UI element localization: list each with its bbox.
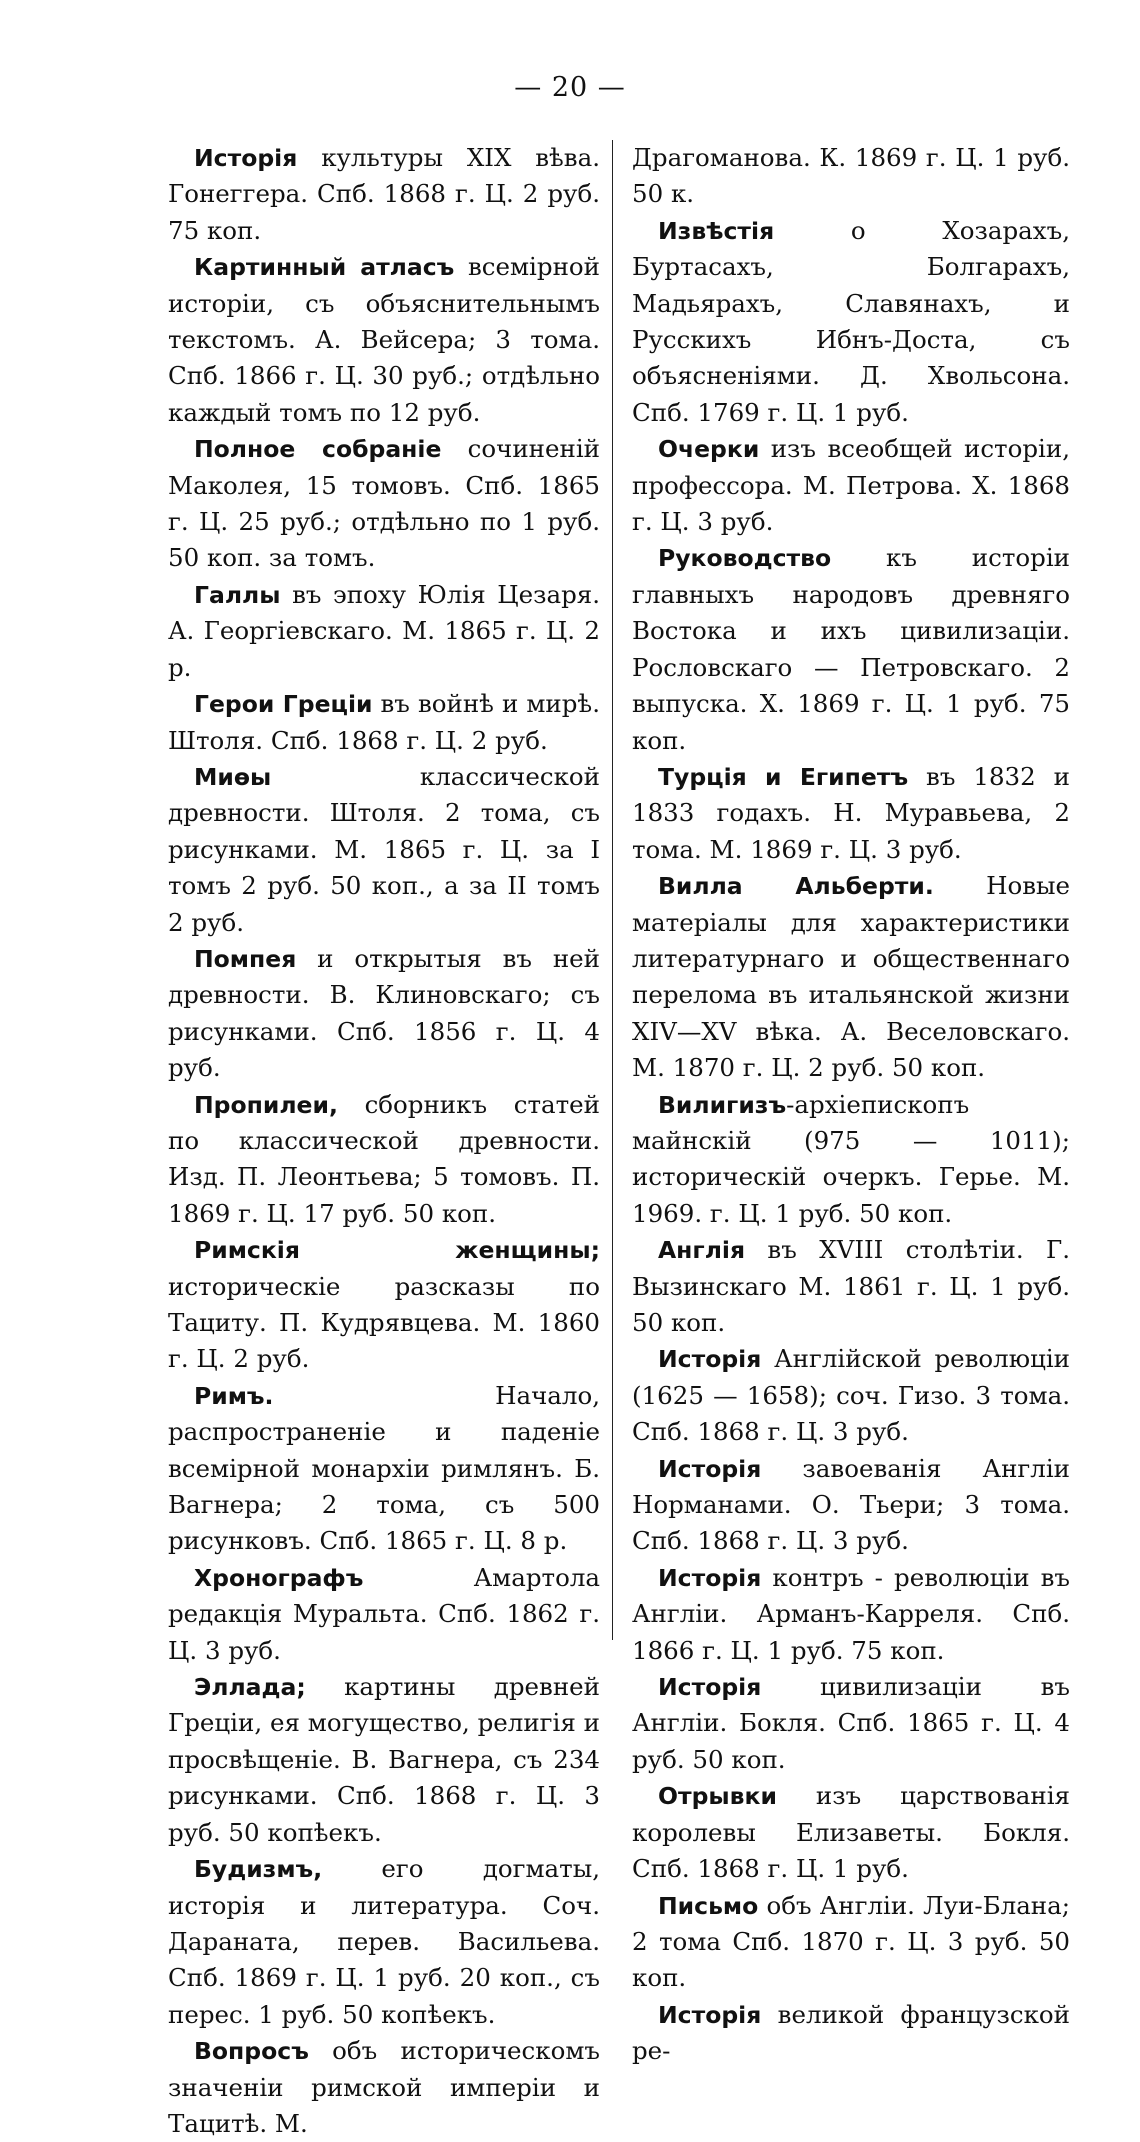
catalog-entry bbox=[632, 140, 1070, 213]
left-column bbox=[168, 140, 600, 2142]
catalog-entry bbox=[168, 140, 600, 249]
entry-text: великой французской ре- bbox=[632, 1999, 1070, 2066]
entry-title: Галлы bbox=[194, 580, 281, 609]
entry-text: объ Англіи. Луи-Блана; 2 тома Спб. 1870 г. Ц. 3 руб. 50 коп. bbox=[632, 1890, 1070, 1993]
catalog-entry bbox=[168, 1851, 600, 2033]
entry-title: Вилла Альберти. bbox=[658, 872, 934, 901]
catalog-entry bbox=[632, 1888, 1070, 1997]
entry-text: завоеванія Англіи Норманами. О. Тьери; 3 тома. Спб. 1868 г. Ц. 3 руб. bbox=[632, 1453, 1070, 1556]
catalog-entry bbox=[168, 577, 600, 686]
page-number: — 20 — bbox=[514, 72, 626, 103]
catalog-entry bbox=[168, 1560, 600, 1669]
entry-text: Амартола редакція Муральта. Спб. 1862 г. Ц. 3 руб. bbox=[168, 1562, 600, 1665]
entry-text: контръ - революціи въ Англіи. Арманъ-Карреля. Спб. 1866 г. Ц. 1 руб. 75 коп. bbox=[632, 1562, 1070, 1665]
entry-text: объ историческомъ значеніи римской имперіи и Тацитѣ. М. bbox=[168, 2036, 600, 2138]
catalog-entry bbox=[632, 1451, 1070, 1560]
column-divider bbox=[612, 140, 613, 1640]
entry-text: историческіе разсказы по Тациту. П. Кудрявцева. М. 1860 г. Ц. 2 руб. bbox=[168, 1271, 600, 1374]
catalog-entry bbox=[168, 1378, 600, 1560]
entry-title: Вопросъ bbox=[194, 2037, 309, 2066]
entry-title: Очерки bbox=[658, 435, 760, 464]
catalog-entry bbox=[632, 1560, 1070, 1669]
catalog-entry bbox=[632, 759, 1070, 868]
entry-text: въ войнѣ и мирѣ. Штоля. Спб. 1868 г. Ц. 2 руб. bbox=[168, 689, 600, 755]
entry-text: въ 1832 и 1833 годахъ. Н. Муравьева, 2 тома. М. 1869 г. Ц. 3 руб. bbox=[632, 761, 1070, 864]
entry-text: и открытыя въ ней древности. В. Клиновскаго; съ рисунками. Спб. 1856 г. Ц. 4 руб. bbox=[168, 943, 600, 1083]
entry-text: Англійской революціи (1625 — 1658); соч. Гизо. 3 тома. Спб. 1868 г. Ц. 3 руб. bbox=[632, 1344, 1070, 1447]
entry-text: всемірной исторіи, съ объяснительнымъ текстомъ. А. Вейсера; 3 тома. Спб. 1866 г. Ц. 30 руб.; отдѣльно каждый томъ по 12 руб. bbox=[168, 252, 600, 427]
catalog-entry bbox=[632, 1669, 1070, 1778]
entry-title: Миѳы bbox=[194, 762, 272, 791]
entry-text: Новые матеріалы для характеристики литературнаго и общественнаго перелома въ итальянской жизни XIV—XV вѣка. А. Веселовскаго. М. 1870 г. Ц. 2 руб. 50 коп. bbox=[632, 871, 1070, 1083]
catalog-entry bbox=[168, 1232, 600, 1378]
catalog-entry bbox=[632, 1997, 1070, 2070]
entry-title: Вилигизъ bbox=[658, 1090, 787, 1119]
right-column bbox=[632, 140, 1070, 2070]
entry-title: Руководство bbox=[658, 544, 832, 573]
entry-text: въ XVIII столѣтіи. Г. Вызинскаго М. 1861 г. Ц. 1 руб. 50 коп. bbox=[632, 1235, 1070, 1337]
entry-title: Исторія bbox=[194, 144, 298, 172]
entry-title: Герои Греціи bbox=[194, 690, 373, 719]
catalog-entry bbox=[632, 1232, 1070, 1341]
entry-title: Римъ. bbox=[194, 1381, 274, 1410]
entry-title: Будизмъ, bbox=[194, 1855, 323, 1884]
catalog-entry bbox=[632, 213, 1070, 431]
entry-title: Исторія bbox=[658, 1345, 762, 1374]
entry-title: Отрывки bbox=[658, 1782, 777, 1811]
entry-title: Эллада; bbox=[194, 1673, 306, 1702]
entry-text: въ эпоху Юлія Цезаря. А. Георгіевскаго. М. 1865 г. Ц. 2 р. bbox=[168, 579, 600, 682]
catalog-entry bbox=[168, 431, 600, 577]
entry-title: Турція и Египетъ bbox=[658, 762, 909, 791]
catalog-entry bbox=[168, 759, 600, 941]
catalog-entry bbox=[168, 941, 600, 1087]
entry-title: Картинный атласъ bbox=[194, 253, 455, 282]
catalog-entry bbox=[168, 2033, 600, 2142]
entry-text: изъ всеобщей исторіи, профессора. М. Петрова. Х. 1868 г. Ц. 3 руб. bbox=[632, 434, 1070, 537]
entry-title: Англія bbox=[658, 1236, 746, 1265]
catalog-entry bbox=[168, 686, 600, 759]
catalog-entry bbox=[632, 1341, 1070, 1450]
entry-text: -архіепископъ майнскій (975 — 1011); историческій очеркъ. Герье. М. 1969. г. Ц. 1 руб. 50 коп. bbox=[632, 1089, 1070, 1228]
entry-title: Исторія bbox=[658, 1454, 762, 1483]
entry-text: классической древности. Штоля. 2 тома, съ рисунками. М. 1865 г. Ц. за I томъ 2 руб. 50 коп., а за II томъ 2 руб. bbox=[168, 761, 600, 937]
entry-title: Исторія bbox=[658, 1673, 762, 1702]
entry-text: его догматы, исторія и литература. Соч. Дараната, перев. Васильева. Спб. 1869 г. Ц. 1 руб. 20 коп., съ перес. 1 руб. 50 копѣекъ. bbox=[168, 1854, 600, 2029]
catalog-entry bbox=[632, 868, 1070, 1086]
entry-title: Римскія женщины; bbox=[194, 1236, 600, 1265]
entry-text: цивилизаціи въ Англіи. Бокля. Спб. 1865 г. Ц. 4 руб. 50 коп. bbox=[632, 1672, 1070, 1774]
catalog-entry bbox=[632, 431, 1070, 540]
entry-title: Извѣстія bbox=[658, 216, 775, 245]
catalog-entry bbox=[632, 1778, 1070, 1887]
entry-title: Письмо bbox=[658, 1891, 759, 1920]
catalog-entry bbox=[168, 1669, 600, 1851]
entry-title: Помпея bbox=[194, 944, 297, 973]
entry-title: Исторія bbox=[658, 2000, 762, 2029]
catalog-entry bbox=[632, 540, 1070, 758]
entry-title: Хронографъ bbox=[194, 1563, 364, 1592]
entry-text: культуры XIX вѣва. Гонеггера. Спб. 1868 г. Ц. 2 руб. 75 коп. bbox=[168, 143, 600, 245]
entry-title: Исторія bbox=[658, 1563, 762, 1592]
entry-text: изъ царствованія королевы Елизаветы. Бокля. Спб. 1868 г. Ц. 1 руб. bbox=[632, 1781, 1070, 1884]
catalog-entry bbox=[632, 1087, 1070, 1233]
catalog-entry bbox=[168, 1087, 600, 1233]
entry-text: картины древней Греціи, ея могущество, религія и просвѣщеніе. В. Вагнера, съ 234 рисунками. Спб. 1868 г. Ц. 3 руб. 50 копѣекъ. bbox=[168, 1672, 600, 1847]
entry-text: Начало, распространеніе и паденіе всемірной монархіи римлянъ. Б. Вагнера; 2 тома, съ 500 рисунковъ. Спб. 1865 г. Ц. 8 р. bbox=[168, 1380, 600, 1556]
entry-title: Полное собраніе bbox=[194, 435, 442, 464]
entry-text: сборникъ статей по классической древности. Изд. П. Леонтьева; 5 томовъ. П. 1869 г. Ц. 17 руб. 50 коп. bbox=[168, 1089, 600, 1228]
entry-text: къ исторіи главныхъ народовъ древняго Востока и ихъ цивилизаціи. Рословскаго — Петровскаго. 2 выпуска. Х. 1869 г. Ц. 1 руб. 75 коп. bbox=[632, 543, 1070, 755]
entry-title: Пропилеи, bbox=[194, 1090, 338, 1119]
entry-text: о Хозарахъ, Буртасахъ, Болгарахъ, Мадьярахъ, Славянахъ, и Русскихъ Ибнъ-Доста, съ объясненіями. Д. Хвольсона. Спб. 1769 г. Ц. 1 руб. bbox=[632, 215, 1070, 427]
entry-text: Драгоманова. К. 1869 г. Ц. 1 руб. 50 к. bbox=[632, 143, 1070, 209]
entry-text: сочиненій Маколея, 15 томовъ. Спб. 1865 г. Ц. 25 руб.; отдѣльно по 1 руб. 50 коп. за томъ. bbox=[168, 434, 600, 573]
catalog-entry bbox=[168, 249, 600, 431]
